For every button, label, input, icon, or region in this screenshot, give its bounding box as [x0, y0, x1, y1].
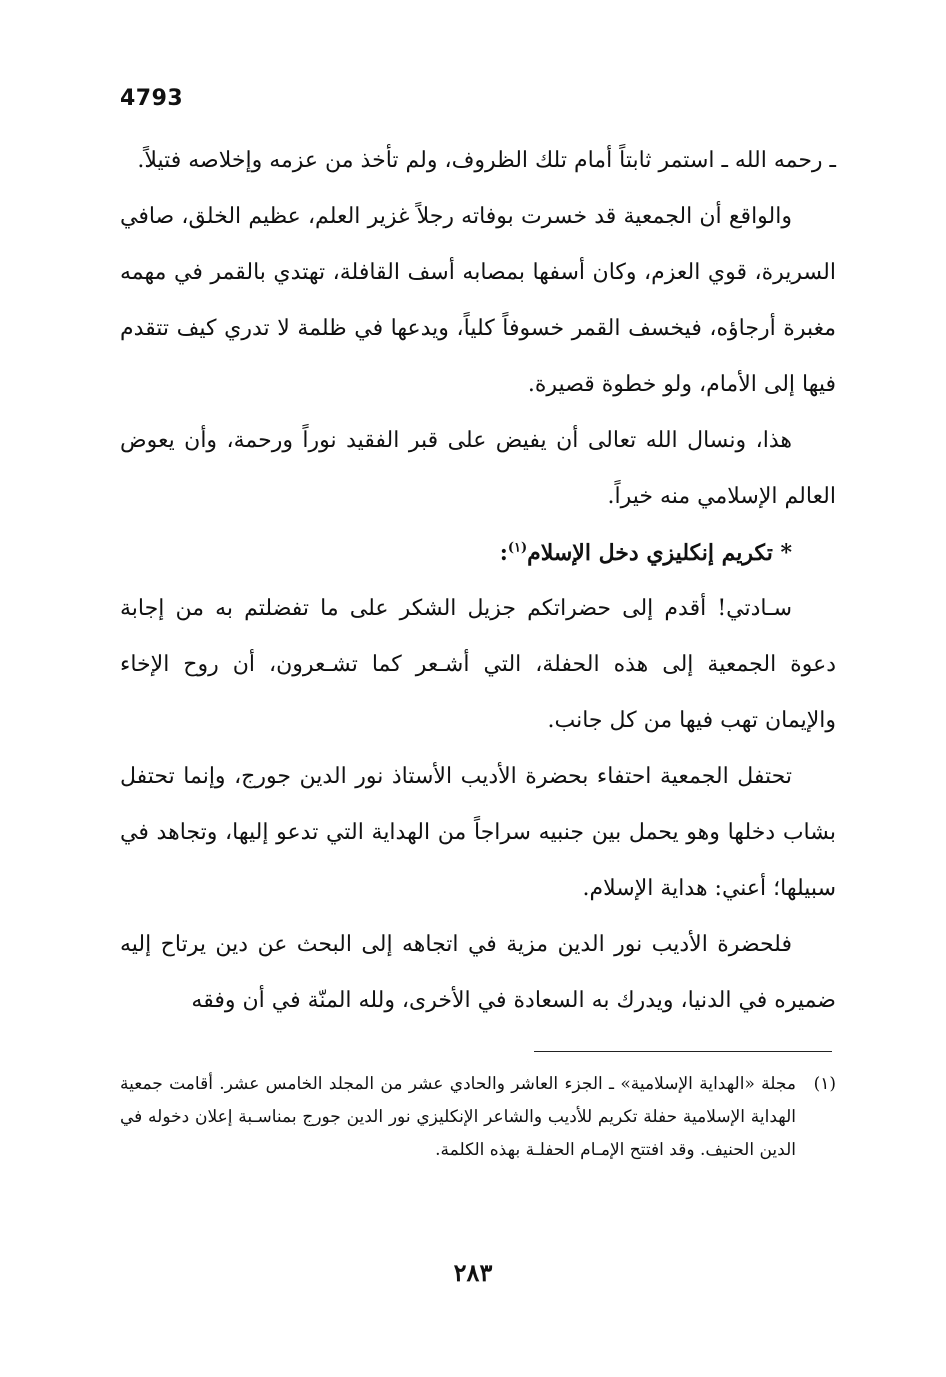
footnote-number: (١): [813, 1074, 836, 1094]
section-heading: [120, 525, 836, 581]
footnote-divider: [534, 1051, 832, 1052]
section-heading-colon: :: [499, 540, 508, 566]
paragraph-3: هذا، ونسال الله تعالى أن يفيض على قبر الفقيد نوراً ورحمة، وأن يعوض العالم الإسلامي منه خيراً.: [120, 428, 836, 509]
paragraph-6: فلحضرة الأديب نور الدين مزية في اتجاهه إلى البحث عن دين يرتاح إليه ضميره في الدنيا، ويدرك به السعادة في الأخرى، ولله المنّة في أن وفقه: [120, 932, 836, 1013]
main-text: [120, 133, 836, 1029]
paragraph-5: تحتفل الجمعية احتفاء بحضرة الأديب الأستاذ نور الدين جورج، وإنما تحتفل بشاب دخلها وهو يحمل بين جنبيه سراجاً من الهداية التي تدعو إليها، وتجاهد في سبيلها؛ أعني: هداية الإسلام.: [120, 764, 836, 901]
section-heading-text: * تكريم إنكليزي دخل الإسلام: [527, 540, 792, 566]
footnote-text: مجلة «الهداية الإسلامية» ـ الجزء العاشر والحادي عشر من المجلد الخامس عشر. أقامت جمعية الهداية الإسلامية حفلة تكريم للأديب والشاعر الإنكليزي نور الدين جورج بمناسـبة إعلان دخوله في الدين الحنيف. وقد افتتح الإمـام الحفلـة بهذه الكلمة.: [120, 1074, 796, 1160]
top-page-number: 4793: [120, 86, 184, 111]
bottom-page-number: ٢٨٣: [453, 1258, 493, 1287]
footnote-reference: (١): [507, 540, 528, 556]
paragraph-4: سـادتي! أقدم إلى حضراتكم جزيل الشكر على ما تفضلتم به من إجابة دعوة الجمعية إلى هذه الحفلة، التي أشـعر كما تشـعرون، أن روح الإخاء والإيمان تهب فيها من كل جانب.: [120, 596, 836, 733]
footnotes: [120, 1068, 836, 1167]
paragraph-2: والواقع أن الجمعية قد خسرت بوفاته رجلاً غزير العلم، عظيم الخلق، صافي السريرة، قوي العزم، وكان أسفها بمصابه أسف القافلة، تهتدي بالقمر في مهمه مغبرة أرجاؤه، فيخسف القمر خسوفاً كلياً، ويدعها في ظلمة لا تدري كيف تتقدم فيها إلى الأمام، ولو خطوة قصيرة.: [120, 204, 836, 397]
footnote-1: [120, 1068, 836, 1167]
paragraph-1: ـ رحمه الله ـ استمر ثابتاً أمام تلك الظروف، ولم تأخذ من عزمه وإخلاصه فتيلاً.: [137, 148, 836, 173]
